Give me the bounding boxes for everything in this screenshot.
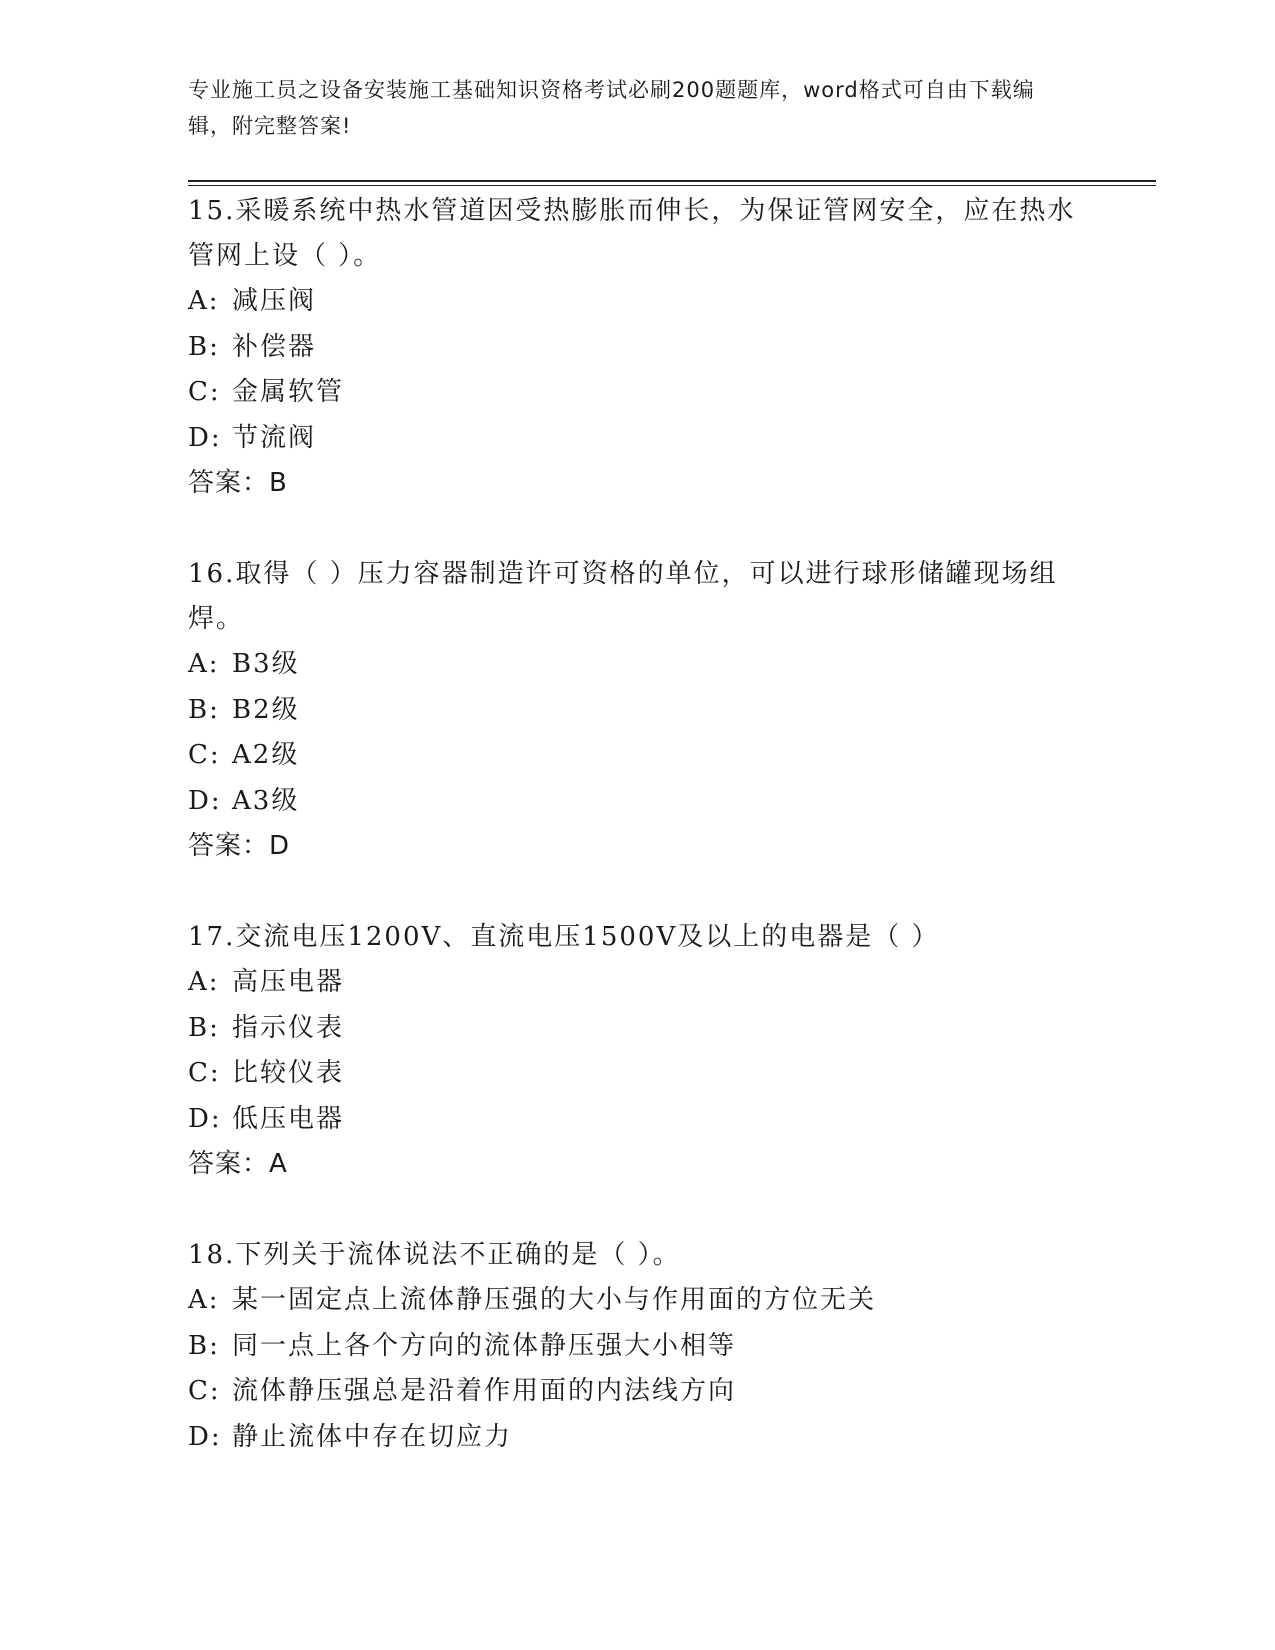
header-divider-thin xyxy=(188,185,1156,186)
option-text: 比较仪表 xyxy=(232,1058,345,1088)
option-a xyxy=(188,1278,1088,1324)
option-text: A2级 xyxy=(232,740,300,770)
question-17 xyxy=(188,915,1088,1187)
option-text: 同一点上各个方向的流体静压强大小相等 xyxy=(232,1330,737,1361)
option-text: 流体静压强总是沿着作用面的内法线方向 xyxy=(232,1376,737,1406)
question-18 xyxy=(188,1233,1088,1460)
option-key: C: xyxy=(188,740,221,770)
option-key: D: xyxy=(188,422,222,453)
option-c xyxy=(188,1369,1088,1415)
option-text: 补偿器 xyxy=(232,331,317,362)
option-d xyxy=(188,416,1088,462)
option-key: A: xyxy=(188,1285,220,1315)
option-d xyxy=(188,1415,1088,1461)
option-b xyxy=(188,1324,1088,1370)
option-text: 某一固定点上流体静压强的大小与作用面的方位无关 xyxy=(232,1285,877,1315)
option-text: 减压阀 xyxy=(232,286,317,316)
question-stem: 18.下列关于流体说法不正确的是（ ）。 xyxy=(188,1240,681,1270)
question-15 xyxy=(188,189,1088,506)
option-text: A3级 xyxy=(232,785,300,816)
option-key: B: xyxy=(188,331,220,362)
option-key: D: xyxy=(188,785,222,816)
answer-line: 答案：A xyxy=(188,1149,288,1179)
option-key: D: xyxy=(188,1421,222,1452)
question-stem: 16.取得（ ）压力容器制造许可资格的单位，可以进行球形储罐现场组焊。 xyxy=(188,559,1058,634)
header-divider-thick xyxy=(188,180,1156,182)
option-key: A: xyxy=(188,967,220,997)
option-key: D: xyxy=(188,1103,222,1134)
question-list xyxy=(188,189,1088,1506)
document-header: 专业施工员之设备安装施工基础知识资格考试必刷200题题库，word格式可自由下载编辑，附完整答案! xyxy=(188,78,1035,138)
option-key: C: xyxy=(188,1058,221,1088)
option-text: 节流阀 xyxy=(232,422,317,453)
option-c xyxy=(188,370,1088,416)
option-key: A: xyxy=(188,286,220,316)
option-text: 低压电器 xyxy=(232,1103,345,1134)
option-key: C: xyxy=(188,1376,221,1406)
option-text: 指示仪表 xyxy=(232,1012,345,1043)
option-key: B: xyxy=(188,1330,220,1361)
option-b xyxy=(188,688,1088,734)
option-a xyxy=(188,279,1088,325)
option-d xyxy=(188,1097,1088,1143)
option-text: 静止流体中存在切应力 xyxy=(232,1421,513,1452)
question-16 xyxy=(188,552,1088,869)
option-key: C: xyxy=(188,377,221,407)
option-key: A: xyxy=(188,649,220,679)
option-d xyxy=(188,779,1088,825)
option-b xyxy=(188,325,1088,371)
option-key: B: xyxy=(188,1012,220,1043)
option-text: 金属软管 xyxy=(232,377,345,407)
answer-line: 答案：B xyxy=(188,468,288,498)
question-stem: 17.交流电压1200V、直流电压1500V及以上的电器是（ ） xyxy=(188,922,940,952)
option-text: 高压电器 xyxy=(232,967,345,997)
question-stem: 15.采暖系统中热水管道因受热膨胀而伸长，为保证管网安全，应在热水管网上设（ ）。 xyxy=(188,196,1076,271)
option-key: B: xyxy=(188,694,220,725)
option-text: B2级 xyxy=(232,694,300,725)
option-text: B3级 xyxy=(232,649,300,679)
option-b xyxy=(188,1006,1088,1052)
option-c xyxy=(188,1051,1088,1097)
option-c xyxy=(188,733,1088,779)
option-a xyxy=(188,642,1088,688)
answer-line: 答案：D xyxy=(188,831,291,861)
option-a xyxy=(188,960,1088,1006)
